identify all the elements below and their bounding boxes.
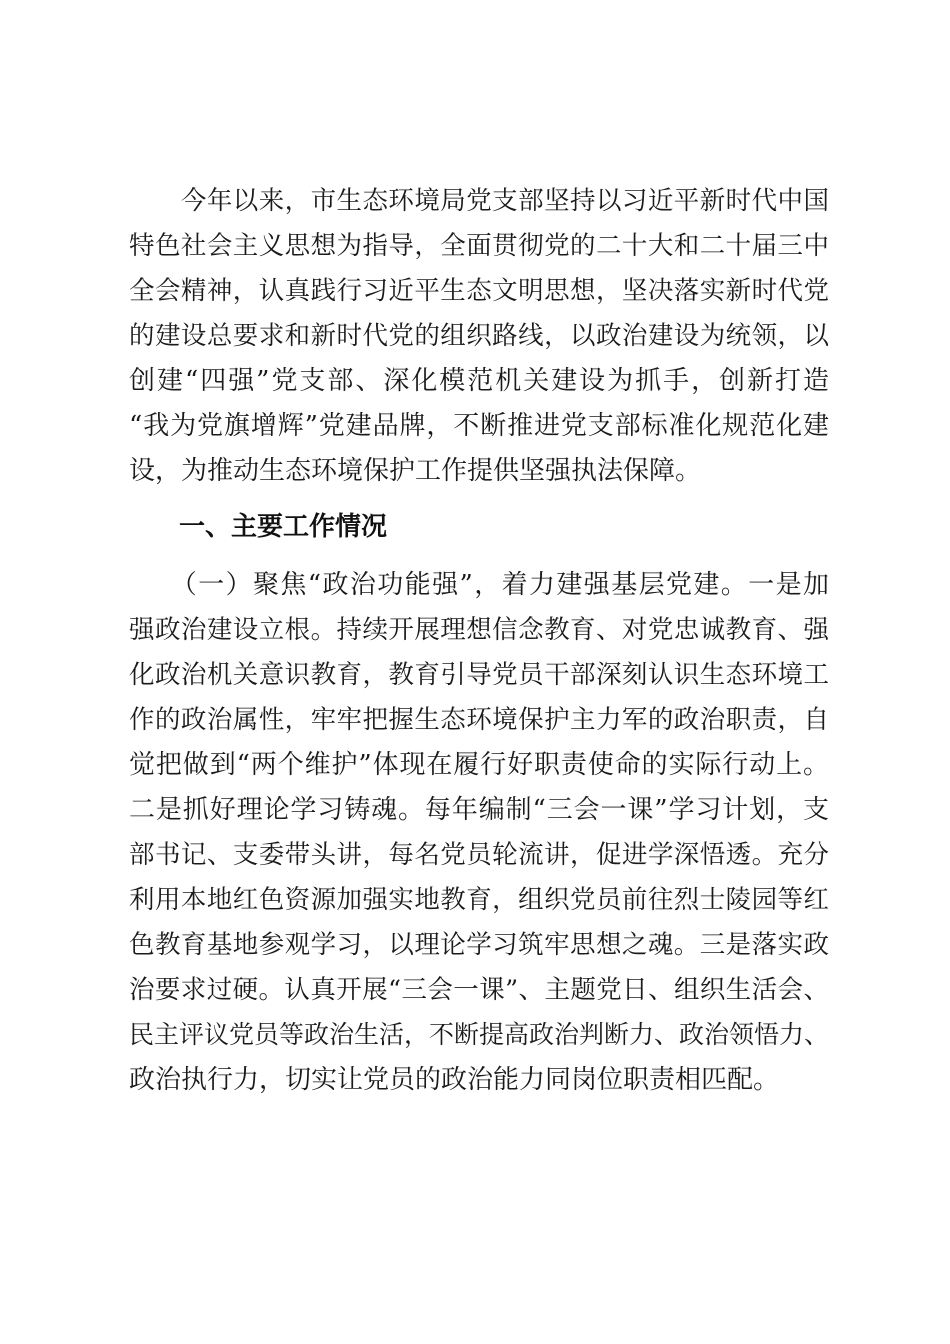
text-line: “我为党旗增辉”党建品牌，不断推进党支部标准化规范化建 <box>129 411 829 441</box>
text-line: 的建设总要求和新时代党的组织路线，以政治建设为统领，以 <box>129 321 829 351</box>
text-line: 治要求过硬。认真开展“三会一课”、主题党日、组织生活会、 <box>129 975 829 1005</box>
text-line: 色教育基地参观学习，以理论学习筑牢思想之魂。三是落实政 <box>129 930 829 960</box>
text-line: 全会精神，认真践行习近平生态文明思想，坚决落实新时代党 <box>129 276 829 306</box>
section-heading: 一、主要工作情况 <box>179 512 388 542</box>
text-line: 创建“四强”党支部、深化模范机关建设为抓手，创新打造 <box>129 366 829 396</box>
text-line: 设，为推动生态环境保护工作提供坚强执法保障。 <box>129 456 702 486</box>
text-line: （一）聚焦“政治功能强”，着力建强基层党建。一是加 <box>129 570 829 600</box>
text-line: 化政治机关意识教育，教育引导党员干部深刻认识生态环境工 <box>129 660 829 690</box>
text-line: 部书记、支委带头讲，每名党员轮流讲，促进学深悟透。充分 <box>129 840 829 870</box>
text-line: 作的政治属性，牢牢把握生态环境保护主力军的政治职责，自 <box>129 705 829 735</box>
text-line: 今年以来，市生态环境局党支部坚持以习近平新时代中国 <box>129 186 829 216</box>
text-line: 民主评议党员等政治生活，不断提高政治判断力、政治领悟力、 <box>129 1020 830 1049</box>
text-line: 强政治建设立根。持续开展理想信念教育、对党忠诚教育、强 <box>129 615 829 645</box>
text-line: 利用本地红色资源加强实地教育，组织党员前往烈士陵园等红 <box>129 885 829 915</box>
text-line: 觉把做到“两个维护”体现在履行好职责使命的实际行动上。 <box>129 750 829 780</box>
text-line: 特色社会主义思想为指导，全面贯彻党的二十大和二十届三中 <box>129 231 829 261</box>
text-line: 政治执行力，切实让党员的政治能力同岗位职责相匹配。 <box>129 1065 780 1095</box>
text-line: 二是抓好理论学习铸魂。每年编制“三会一课”学习计划，支 <box>129 795 829 825</box>
